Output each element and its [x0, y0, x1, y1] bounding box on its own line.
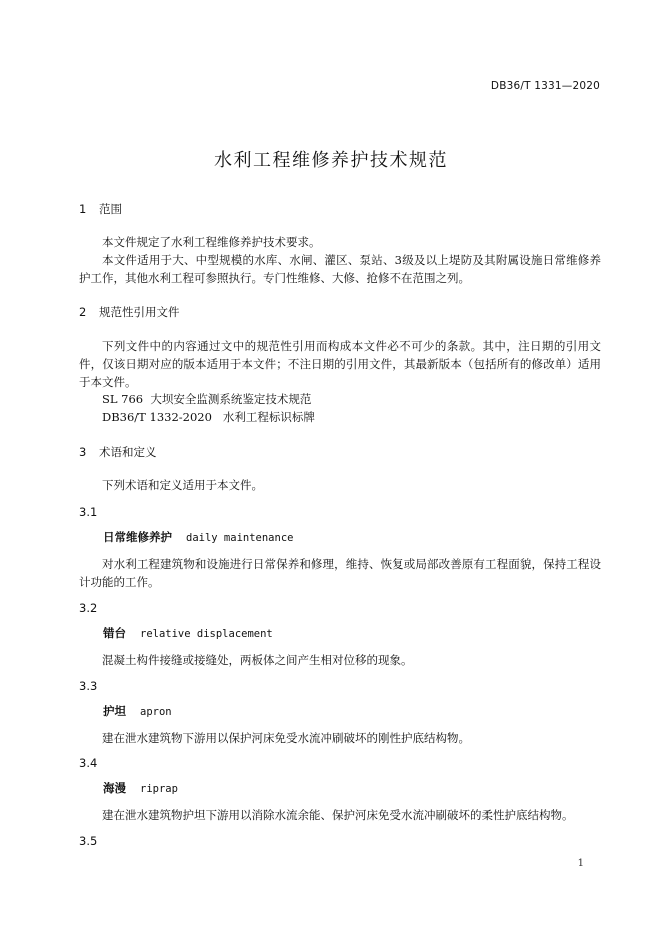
- section-number: 2: [79, 305, 87, 319]
- section-title: 范围: [99, 202, 122, 216]
- section-title: 术语和定义: [99, 445, 157, 459]
- page-number: 1: [577, 858, 584, 869]
- term-chinese: 错台: [103, 626, 126, 640]
- term-definition: 建在泄水建筑物护坦下游用以消除水流余能、保护河床免受水流冲刷破坏的柔性护底结构物。: [102, 808, 574, 822]
- term-english: riprap: [140, 783, 178, 795]
- term-entry: [103, 529, 293, 545]
- section-heading-scope: [79, 201, 122, 217]
- section-title: 规范性引用文件: [99, 305, 180, 319]
- term-definition: 建在泄水建筑物下游用以保护河床免受水流冲刷破坏的刚性护底结构物。: [102, 731, 470, 745]
- terms-intro: 下列术语和定义适用于本文件。: [102, 478, 263, 492]
- term-definition: 对水利工程建筑物和设施进行日常保养和修理，维持、恢复或局部改善原有工程面貌，保持工程设计功能的工作。: [79, 557, 601, 589]
- term-english: apron: [140, 706, 172, 718]
- section-heading-terms: [79, 444, 157, 460]
- reference-item: DB36/T 1332-2020 水利工程标识标牌: [102, 410, 315, 424]
- term-chinese: 日常维修养护: [103, 530, 172, 544]
- clause-number: 3.4: [79, 756, 98, 770]
- term-entry: [103, 703, 172, 719]
- section-number: 3: [79, 445, 87, 459]
- term-chinese: 海漫: [103, 781, 126, 795]
- term-entry: [103, 780, 178, 796]
- term-chinese: 护坦: [103, 704, 126, 718]
- scope-paragraph-1: 本文件规定了水利工程维修养护技术要求。: [102, 235, 321, 249]
- term-entry: [103, 625, 273, 641]
- clause-number: 3.1: [79, 505, 98, 519]
- reference-item: SL 766 大坝安全监测系统鉴定技术规范: [102, 392, 312, 406]
- page-title: 水利工程维修养护技术规范: [214, 150, 448, 171]
- section-number: 1: [79, 202, 87, 216]
- term-english: daily maintenance: [186, 532, 294, 544]
- clause-number: 3.3: [79, 679, 98, 693]
- term-english: relative displacement: [140, 628, 273, 640]
- references-intro: 下列文件中的内容通过文中的规范性引用而构成本文件必不可少的条款。其中，注日期的引用文件，仅该日期对应的版本适用于本文件；不注日期的引用文件，其最新版本（包括所有的修改单）适用于本文件。: [79, 339, 601, 389]
- clause-number: 3.5: [79, 834, 98, 848]
- clause-number: 3.2: [79, 601, 98, 615]
- document-id: DB36/T 1331—2020: [490, 80, 600, 92]
- scope-paragraph-2: 本文件适用于大、中型规模的水库、水闸、灌区、泵站、3级及以上堤防及其附属设施日常维修养护工作，其他水利工程可参照执行。专门性维修、大修、抢修不在范围之列。: [79, 253, 601, 285]
- section-heading-normative-references: [79, 304, 180, 320]
- term-definition: 混凝土构件接缝或接缝处，两板体之间产生相对位移的现象。: [102, 653, 413, 667]
